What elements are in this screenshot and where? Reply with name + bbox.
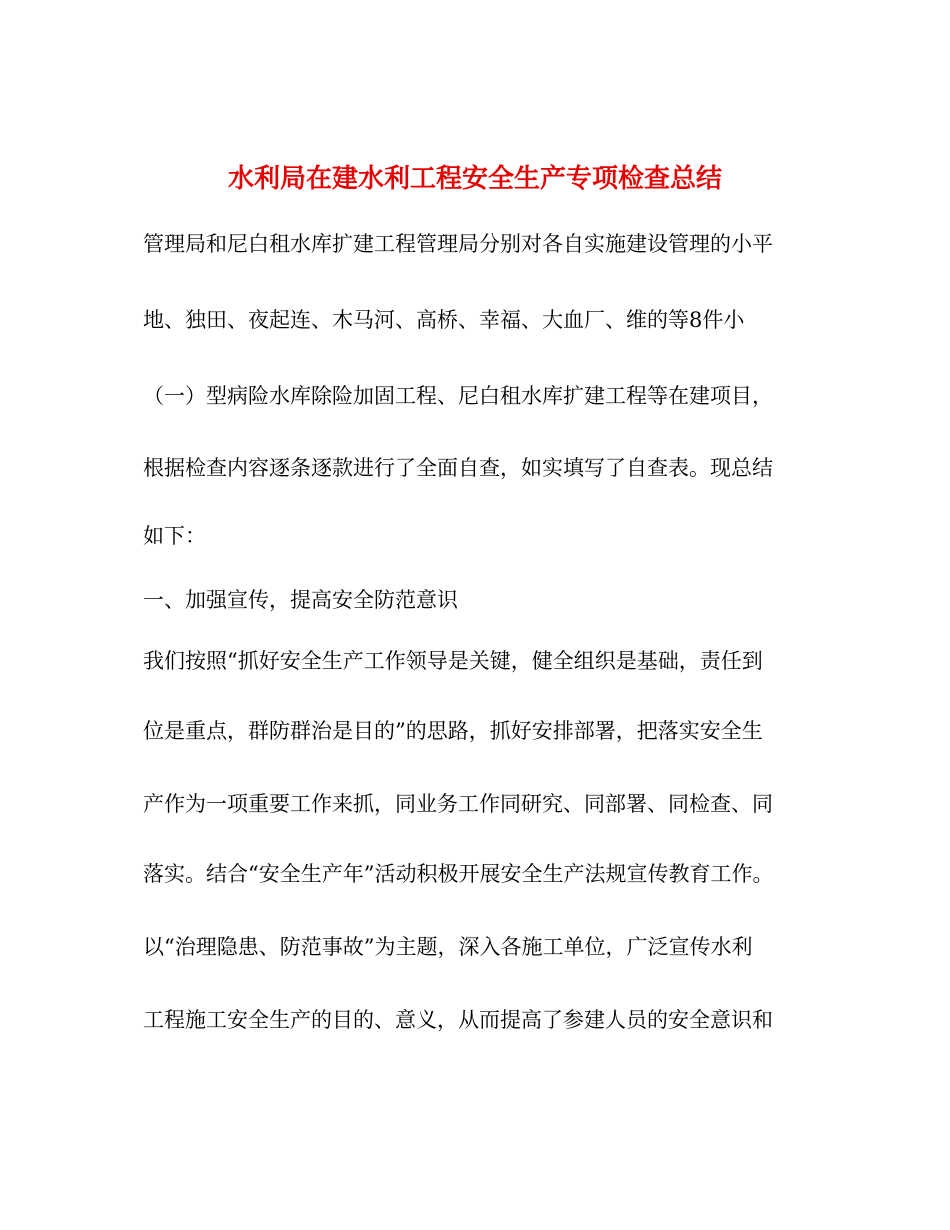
body-line-2: 地、独田、夜起连、木马河、高桥、幸福、大血厂、维的等8件小 — [143, 308, 745, 332]
body-line-11: 以“治理隐患、防范事故”为主题，深入各施工单位，广泛宣传水利 — [143, 935, 753, 959]
document-title: 水利局在建水利工程安全生产专项检查总结 — [227, 164, 722, 195]
body-line-12: 工程施工安全生产的目的、意义，从而提高了参建人员的安全意识和 — [143, 1008, 773, 1032]
body-line-3: （一）型病险水库除险加固工程、尼白租水库扩建工程等在建项目， — [143, 384, 773, 408]
section-heading-1: 一、加强宣传，提高安全防范意识 — [143, 588, 458, 612]
body-line-10: 落实。结合“安全生产年”活动积极开展安全生产法规宣传教育工作。 — [143, 862, 774, 886]
body-line-8: 位是重点，群防群治是目的”的思路，抓好安排部署，把落实安全生 — [143, 719, 763, 743]
body-line-5: 如下： — [143, 524, 206, 548]
body-line-4: 根据检查内容逐条逐款进行了全面自查，如实填写了自查表。现总结 — [143, 456, 773, 480]
body-line-7: 我们按照“抓好安全生产工作领导是关键，健全组织是基础，责任到 — [143, 649, 763, 673]
body-line-1: 管理局和尼白租水库扩建工程管理局分别对各自实施建设管理的小平 — [143, 232, 773, 256]
body-line-9: 产作为一项重要工作来抓，同业务工作同研究、同部署、同检查、同 — [143, 792, 773, 816]
